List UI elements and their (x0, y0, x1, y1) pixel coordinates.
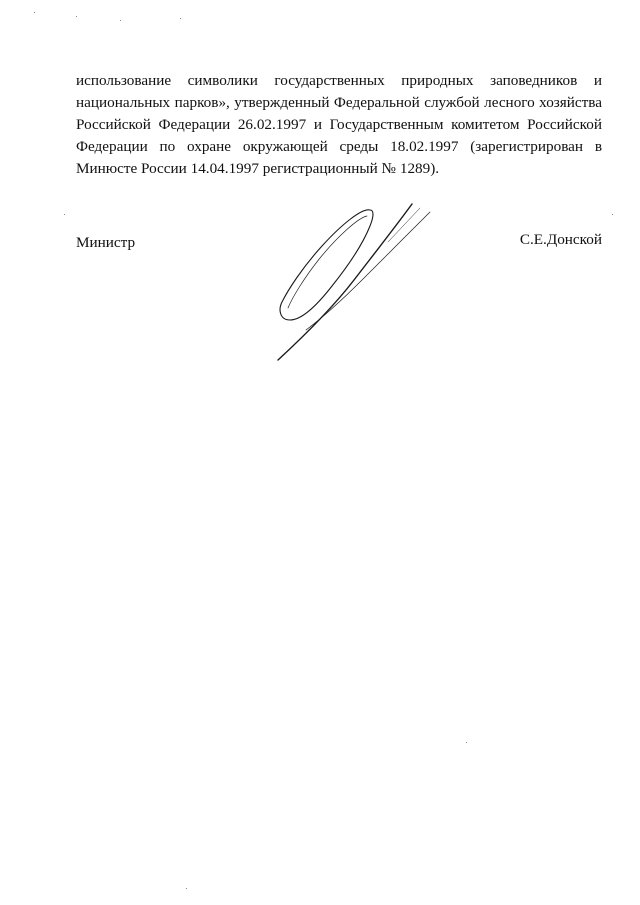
signatory-name: С.Е.Донской (519, 231, 602, 248)
paragraph-line: национальных парков», утвержденный Федеральной службой лесного хозяйства (76, 94, 602, 111)
paragraph-line: использование символики государственных природных заповедников и (76, 72, 602, 89)
scan-speck (120, 20, 121, 21)
scan-speck (466, 742, 467, 743)
body-paragraph (76, 70, 602, 180)
scan-speck (180, 18, 181, 19)
paragraph-line: Российской Федерации 26.02.1997 и Государственным комитетом Российской (76, 116, 602, 133)
handwritten-signature (270, 196, 440, 366)
scan-speck (76, 16, 77, 17)
scan-speck (186, 888, 187, 889)
paragraph-line: Федерации по охране окружающей среды 18.02.1997 (зарегистрирован в (76, 138, 602, 155)
signature-loop-stroke (280, 210, 373, 320)
signatory-title: Министр (76, 234, 136, 251)
paragraph-line: Минюсте России 14.04.1997 регистрационный № 1289). (76, 160, 440, 177)
scan-speck (34, 12, 35, 13)
scan-speck (64, 214, 65, 215)
signature-loop-inner-stroke (288, 216, 367, 308)
scan-speck (612, 214, 613, 215)
signature-hairline-stroke (388, 208, 420, 242)
signature-main-stroke (278, 204, 412, 360)
